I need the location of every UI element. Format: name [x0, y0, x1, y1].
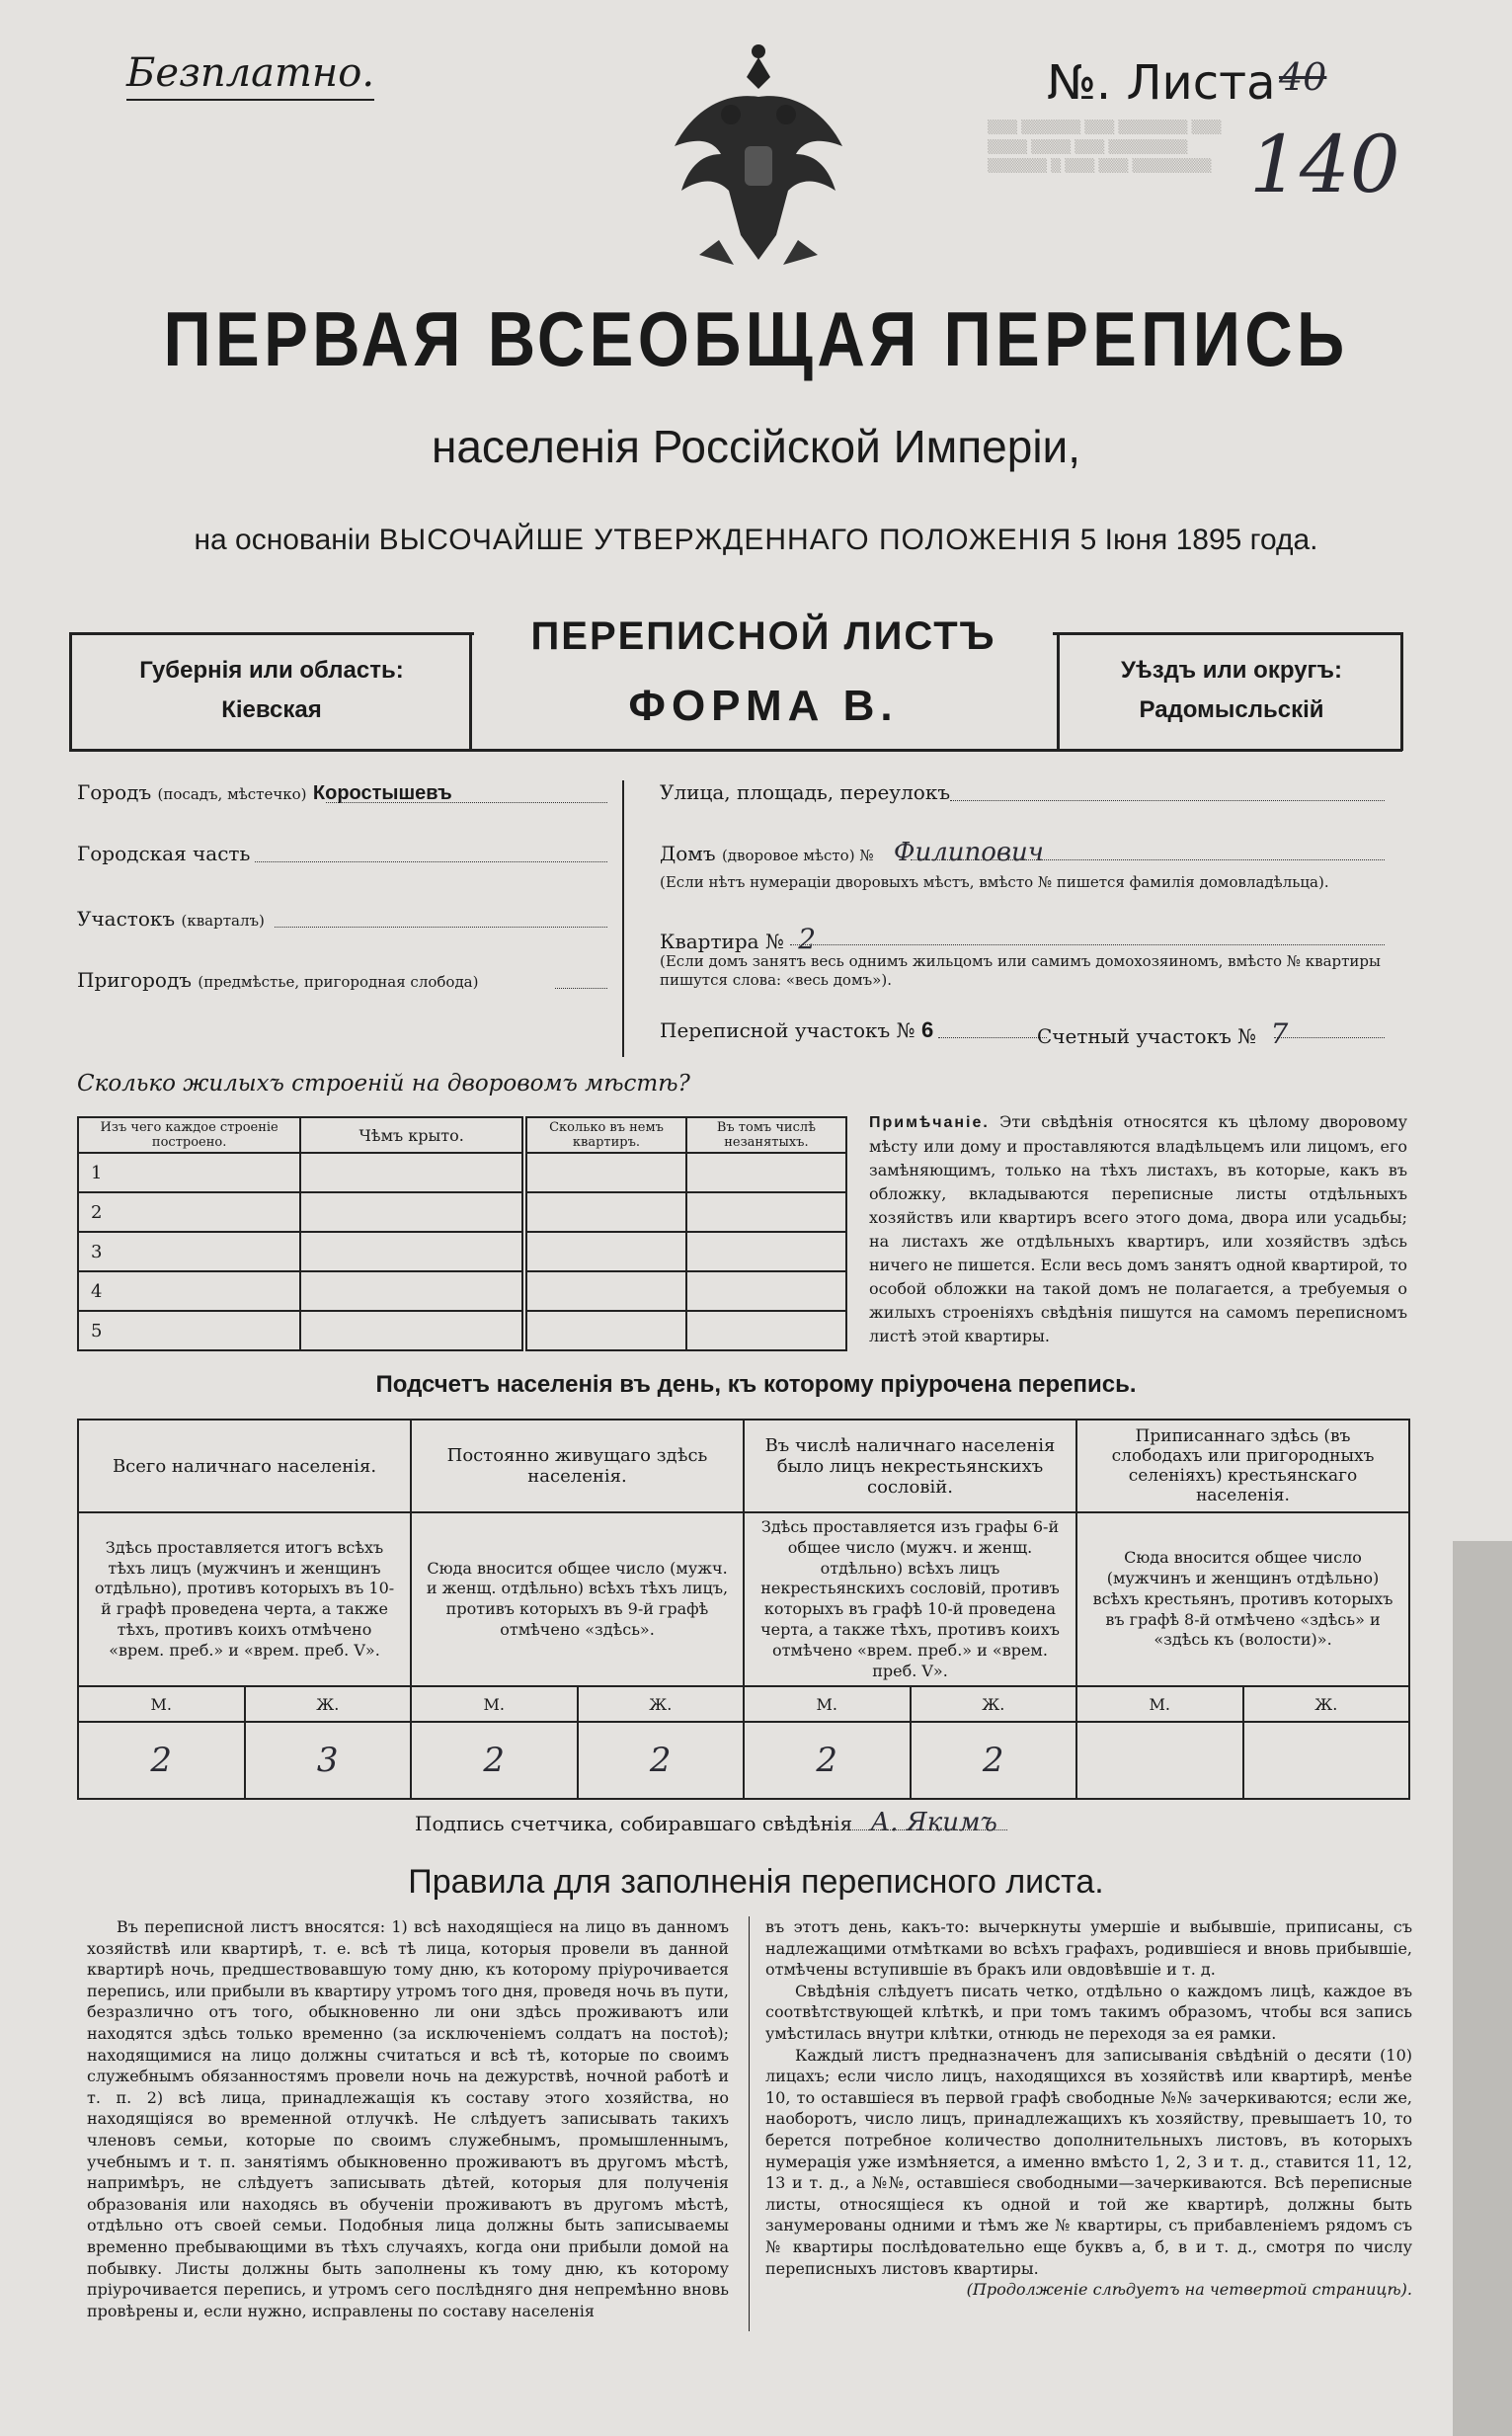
- rules-title: Правила для заполненія переписного листа.: [408, 1863, 1104, 1901]
- rules-right-paragraph-3: Каждый листъ предназначенъ для записыванія свѣдѣній о десяти (10) лицахъ; если число лицъ, находящихся въ хозяйствѣ или квартирѣ, менѣе 10, то оставшіеся въ первой графѣ свободные №№ зачеркиваются; если же, наоборотъ, число лицъ, принадлежащихъ къ хозяйству, превышаетъ 10, то берется потребное количество дополнительныхъ листовъ, въ которыхъ нумерація уже измѣняется, а именно вмѣсто 1, 2, 3 и т. д., ставится 11, 12, 13 и т. д., а №№, оставшіеся свободными—зачеркиваются. Всѣ переписные листы, относящіеся къ одной и той же квартирѣ, должны быть занумерованы одними и тѣмъ же № квартиры, съ прибавленіемъ рядомъ съ № квартиры послѣдовательно еще буквъ а, б, в и т. д., смотря по числу переписныхъ листовъ квартиры.: [765, 2045, 1412, 2278]
- tally-col-nonpeasant-title: Въ числѣ наличнаго населенія было лицъ некрестьянскихъ сословій.: [744, 1420, 1076, 1512]
- free-label: Безплатно.: [126, 47, 374, 101]
- rules-right-column: [765, 1916, 1412, 2301]
- tally-table: [77, 1419, 1410, 1800]
- old-sheet-number: 40: [1279, 55, 1327, 99]
- row-number: 2: [78, 1192, 300, 1232]
- tally-col-nonpeasant-desc: Здѣсь проставляется изъ графы 6-й общее число (мужч. и женщ. отдѣльно) всѣхъ лицъ некрестьянскихъ сословій, противъ которыхъ въ графѣ 10-й проведена черта, а также тѣхъ, противъ коихъ отмѣчено «врем. преб.» и «врем. преб. V».: [744, 1512, 1076, 1686]
- note-title: Примѣчаніе.: [869, 1114, 990, 1131]
- city-label: Городъ: [77, 780, 152, 804]
- male-label: М.: [1076, 1686, 1243, 1722]
- tally-mf-header-row: [78, 1686, 1409, 1722]
- precinct-note: (кварталъ): [181, 912, 265, 930]
- apartment-row: [660, 923, 816, 955]
- tally-col-permanent-desc: Сюда вносится общее число (мужч. и женщ. отдѣльно) всѣхъ тѣхъ лицъ, противъ которыхъ въ 9-й графѣ отмѣчено «здѣсь».: [411, 1512, 744, 1686]
- buildings-question: Сколько жилыхъ строеній на дворовомъ мѣстѣ?: [77, 1071, 690, 1096]
- tally-col-present-title: Всего наличнаго населенія.: [78, 1420, 411, 1512]
- buildings-col-roof: Чѣмъ крыто.: [300, 1117, 524, 1153]
- district-label: Городская часть: [77, 842, 251, 865]
- buildings-col-apartments: Сколько въ немъ квартиръ.: [524, 1117, 686, 1153]
- female-label: Ж.: [578, 1686, 745, 1722]
- legal-basis: [0, 524, 1512, 557]
- nonpeasant-female-count: 2: [911, 1722, 1077, 1799]
- census-area-label: Переписной участокъ №: [660, 1018, 915, 1042]
- permanent-female-count: 2: [578, 1722, 745, 1799]
- house-note: (дворовое мѣсто) №: [721, 847, 874, 864]
- tally-col-permanent-title: Постоянно живущаго здѣсь населенія.: [411, 1420, 744, 1512]
- house-hint: (Если нѣтъ нумераціи дворовыхъ мѣстъ, вмѣсто № пишется фамилія домовладѣльца).: [660, 873, 1329, 891]
- peasant-male-count: [1076, 1722, 1243, 1799]
- paper-edge-shadow: [1453, 1541, 1512, 2436]
- main-title: ПЕРВАЯ ВСЕОБЩАЯ ПЕРЕПИСЬ: [163, 295, 1349, 382]
- tally-col-present-desc: Здѣсь проставляется итогъ всѣхъ тѣхъ лицъ (мужчинъ и женщинъ отдѣльно), противъ которыхъ въ 10-й графѣ проведена черта, а также тѣхъ, противъ коихъ отмѣчено «врем. преб.» и «врем. преб. V».: [78, 1512, 411, 1686]
- present-male-count: 2: [78, 1722, 245, 1799]
- guberniya-value: Кіевская: [221, 696, 322, 723]
- city-note: (посадъ, мѣстечко): [157, 785, 307, 803]
- legal-basis-date: 5 Іюня 1895 года.: [1079, 524, 1318, 556]
- signature-value: А. Якимъ: [870, 1808, 997, 1837]
- table-row: [78, 1153, 846, 1192]
- female-label: Ж.: [1243, 1686, 1410, 1722]
- tally-col-peasant-desc: Сюда вносится общее число (мужчинъ и женщинъ отдѣльно) всѣхъ крестьянъ, противъ которыхъ въ графѣ 8-й отмѣчено «здѣсь» и «здѣсь къ (волости)».: [1076, 1512, 1409, 1686]
- tally-desc-row: [78, 1512, 1409, 1686]
- rules-continuation: (Продолженіе слѣдуетъ на четвертой страницѣ).: [966, 2280, 1412, 2300]
- male-label: М.: [78, 1686, 245, 1722]
- census-area-value: 6: [920, 1017, 934, 1042]
- peasant-female-count: [1243, 1722, 1410, 1799]
- note-text: Эти свѣдѣнія относятся къ цѣлому дворовому мѣсту или дому и проставляются владѣльцемъ или лицомъ, его замѣняющимъ, только на тѣхъ листахъ, въ которые, какъ въ обложку, вкладываются переписные листы отдѣльныхъ хозяйствъ или квартиръ всего этого дома, двора или усадьбы; на листахъ же отдѣльныхъ квартиръ, или хозяйствъ здѣсь ничего не пишется. Если весь домъ занятъ одной квартирой, то особой обложки на такой домъ не полагается, а требуемыя о жилыхъ строеніяхъ свѣдѣнія пишутся на самомъ переписномъ листѣ этой квартиры.: [869, 1112, 1407, 1345]
- bleed-through-text: ▒▒▒ ▒▒▒▒▒▒ ▒▒▒ ▒▒▒▒▒▒▒ ▒▒▒ ▒▒▒▒ ▒▒▒▒ ▒▒▒ ▒▒▒▒▒▒▒▒ ▒▒▒▒▒▒ ▒ ▒▒▒ ▒▒▒ ▒▒▒▒▒▒▒▒: [988, 121, 1222, 174]
- suburb-label: Пригородъ: [77, 968, 192, 992]
- apartment-label: Квартира №: [660, 930, 784, 953]
- house-value: Филипович: [893, 838, 1044, 867]
- table-row: [78, 1311, 846, 1350]
- note-block: [869, 1110, 1407, 1348]
- buildings-rows: [78, 1153, 846, 1350]
- rules-right-paragraph-1: въ этотъ день, какъ-то: вычеркнуты умершіе и выбывшіе, приписаны, съ надлежащими отмѣтками во всѣхъ графахъ, родившіеся и вновь прибывшіе, отмѣчены вступившіе въ бракъ или овдовѣвшіе и т. д.: [765, 1917, 1412, 1980]
- male-label: М.: [744, 1686, 911, 1722]
- house-row: [660, 838, 1044, 867]
- guberniya-label: Губернія или область:: [139, 657, 404, 684]
- census-area-row: [660, 1017, 933, 1043]
- buildings-table: [77, 1116, 847, 1351]
- signature-label: Подпись счетчика, собиравшаго свѣдѣнія: [415, 1812, 853, 1835]
- uezd-value: Радомысльскій: [1139, 696, 1324, 723]
- double-headed-eagle-emblem: [660, 38, 857, 284]
- sheet-number-label: №. Листа: [1047, 55, 1276, 111]
- table-row: [78, 1232, 846, 1271]
- permanent-male-count: 2: [411, 1722, 578, 1799]
- tally-title-row: [78, 1420, 1409, 1512]
- rules-left-column: Въ переписной листъ вносятся: 1) всѣ находящіеся на лицо въ данномъ хозяйствѣ или квартирѣ, т. е. всѣ тѣ лица, которыя провели въ данной квартирѣ ночь, предшествовавшую тому дню, къ которому пріурочивается перепись, или прибыли въ квартиру утромъ того дня, проведя ночь въ пути, безразлично отъ того, обыкновенно ли они здѣсь проживаютъ или находятся здѣсь только временно (за исключеніемъ солдатъ на постоѣ); находящимися на лицо должны считаться и всѣ тѣ, которые по своимъ служебнымъ обязанностямъ провели ночь на дежурствѣ, ночной работѣ и т. п. 2) всѣ лица, принадлежащія къ составу этого хозяйства, но находящіяся во временной отлучкѣ. Не слѣдуетъ записывать такихъ членовъ семьи, которые по своимъ служебнымъ, промышленнымъ, учебнымъ и т. п. занятіямъ обыкновенно проживаютъ въ другомъ мѣстѣ, напримѣръ, не слѣдуетъ записывать дѣтей, которыя для полученія образованія или находясь въ обученіи проживаютъ въ другомъ мѣстѣ, отдѣльно отъ своей семьи. Подобныя лица должны быть записываемы временно пребывающими въ тѣхъ случаяхъ, когда они прибыли домой на побывку. Листы должны быть заполнены къ тому дню, къ которому пріурочивается перепись, и утромъ сего послѣдняго дня непремѣнно вновь провѣрены и, если нужно, исправлены по составу населенія: [87, 1917, 729, 2320]
- row-number: 4: [78, 1271, 300, 1311]
- subtitle: населенія Россійской Имперіи,: [431, 421, 1081, 472]
- street-label: Улица, площадь, переулокъ: [660, 780, 951, 804]
- form-label: ФОРМА В.: [628, 682, 899, 730]
- count-area-label: Счетный участокъ №: [1037, 1024, 1257, 1048]
- row-number: 1: [78, 1153, 300, 1192]
- tally-col-peasant-title: Приписаннаго здѣсь (въ слободахъ или пригородныхъ селеніяхъ) крестьянскаго населенія.: [1076, 1420, 1409, 1512]
- nonpeasant-male-count: 2: [744, 1722, 911, 1799]
- sheet-title: ПЕРЕПИСНОЙ ЛИСТЪ: [474, 614, 1053, 659]
- uezd-label: Уѣздъ или округъ:: [1120, 657, 1343, 684]
- table-row: [78, 1271, 846, 1311]
- female-label: Ж.: [245, 1686, 412, 1722]
- buildings-col-material: Изъ чего каждое строеніе построено.: [78, 1117, 300, 1153]
- suburb-row: [77, 968, 478, 992]
- buildings-col-vacant: Въ томъ числѣ незанятыхъ.: [686, 1117, 846, 1153]
- precinct-label: Участокъ: [77, 907, 176, 931]
- suburb-note: (предмѣстье, пригородная слобода): [198, 973, 479, 991]
- city-value: Коростышевъ: [312, 782, 452, 804]
- legal-basis-caps: ВЫСОЧАЙШЕ УТВЕРЖДЕННАГО ПОЛОЖЕНІЯ: [378, 524, 1073, 556]
- male-label: М.: [411, 1686, 578, 1722]
- female-label: Ж.: [911, 1686, 1077, 1722]
- house-label: Домъ: [660, 842, 716, 865]
- count-area-value: 7: [1270, 1017, 1289, 1050]
- rules-right-paragraph-2: Свѣдѣнія слѣдуетъ писать четко, отдѣльно о каждомъ лицѣ, каждое въ соотвѣтствующей клѣткѣ, и при томъ такимъ образомъ, чтобы вся запись умѣстилась внутри клѣтки, отнюдь не переходя за ея рамки.: [765, 1981, 1412, 2043]
- legal-basis-prefix: на основаніи: [194, 524, 371, 556]
- apartment-value: 2: [798, 923, 817, 955]
- precinct-row: [77, 907, 265, 931]
- row-number: 3: [78, 1232, 300, 1271]
- sheet-number-value: 140: [1249, 119, 1400, 210]
- table-row: [78, 1192, 846, 1232]
- tally-heading: Подсчетъ населенія въ день, къ которому пріурочена перепись.: [375, 1371, 1137, 1398]
- enumerator-signature-row: [415, 1808, 997, 1837]
- row-number: 5: [78, 1311, 300, 1350]
- present-female-count: 3: [245, 1722, 412, 1799]
- apartment-hint: (Если домъ занятъ весь однимъ жильцомъ или самимъ домохозяиномъ, вмѣсто № квартиры пишутся слова: «весь домъ»).: [660, 952, 1381, 989]
- tally-values-row: [78, 1722, 1409, 1799]
- count-area-row: [1037, 1017, 1288, 1050]
